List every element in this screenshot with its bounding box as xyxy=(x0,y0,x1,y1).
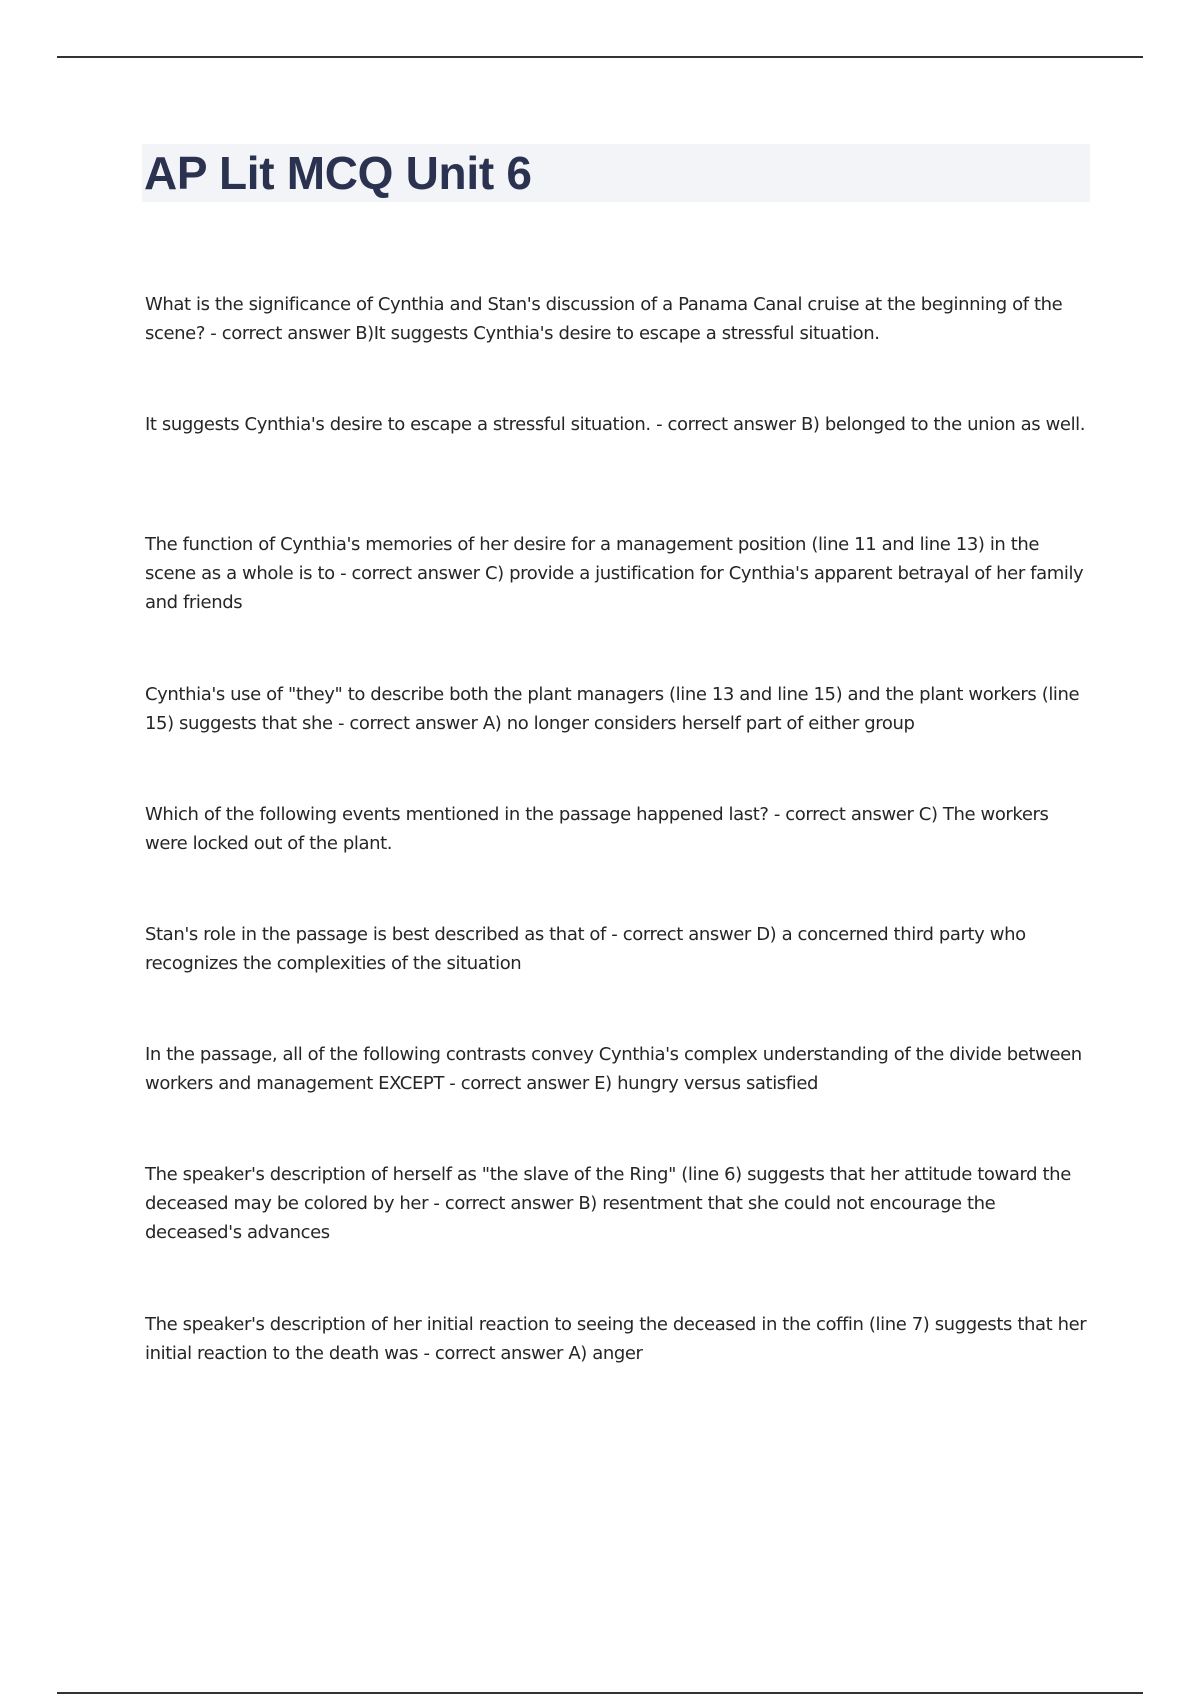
qa-item: The speaker's description of herself as "the slave of the Ring" (line 6) suggests that her attitude toward the deceased may be colored by her - correct answer B) resentment that she could not encourage the deceased's advances xyxy=(145,1164,1071,1243)
document-title: AP Lit MCQ Unit 6 xyxy=(144,147,532,199)
bottom-divider xyxy=(57,1692,1143,1694)
qa-item: The function of Cynthia's memories of her desire for a management position (line 11 and line 13) in the scene as a whole is to - correct answer C) provide a justification for Cynthia's apparent betrayal of her family and friends xyxy=(145,534,1084,613)
qa-item: What is the significance of Cynthia and Stan's discussion of a Panama Canal cruise at the beginning of the scene? - correct answer B)It suggests Cynthia's desire to escape a stressful situation. xyxy=(145,294,1063,344)
top-divider xyxy=(57,56,1143,58)
qa-item: It suggests Cynthia's desire to escape a stressful situation. - correct answer B) belonged to the union as well. xyxy=(145,414,1086,435)
qa-item: Which of the following events mentioned in the passage happened last? - correct answer C) The workers were locked out of the plant. xyxy=(145,804,1049,854)
qa-item: Cynthia's use of "they" to describe both the plant managers (line 13 and line 15) and the plant workers (line 15) suggests that she - correct answer A) no longer considers herself part of either group xyxy=(145,684,1080,734)
qa-item: Stan's role in the passage is best described as that of - correct answer D) a concerned third party who recognizes the complexities of the situation xyxy=(145,924,1026,974)
qa-item: The speaker's description of her initial reaction to seeing the deceased in the coffin (line 7) suggests that her initial reaction to the death was - correct answer A) anger xyxy=(145,1314,1087,1364)
qa-item: In the passage, all of the following contrasts convey Cynthia's complex understanding of the divide between workers and management EXCEPT - correct answer E) hungry versus satisfied xyxy=(145,1044,1082,1094)
